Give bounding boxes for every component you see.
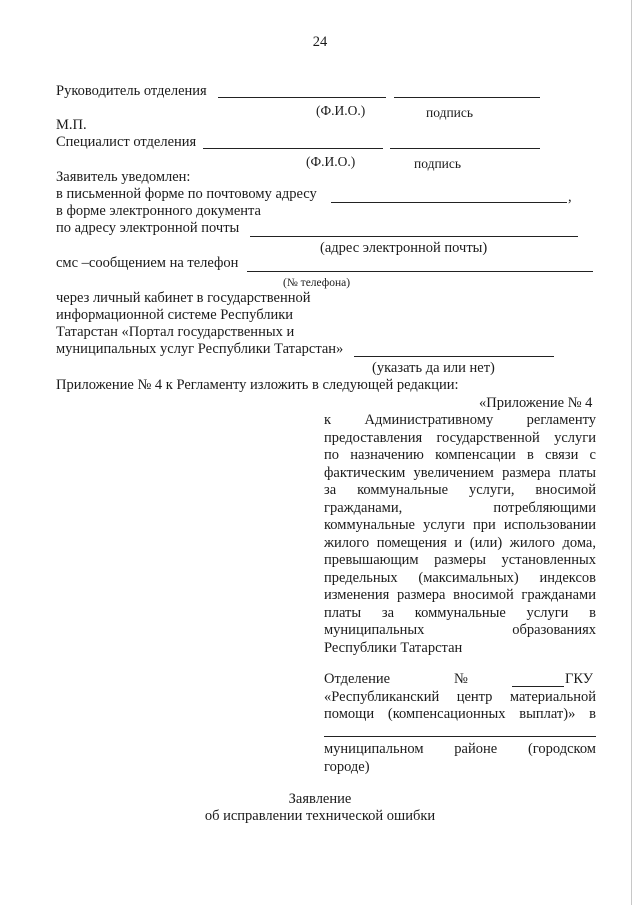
addressee-line-4: муниципальном районе (городском	[324, 741, 596, 757]
appendix-line-10: предельных (максимальных) индексов	[324, 569, 596, 586]
email-address-label: по адресу электронной почты	[56, 220, 240, 236]
notification-heading: Заявитель уведомлен:	[56, 169, 191, 185]
appendix-line-2: предоставления государственной услуги	[324, 429, 596, 446]
phone-number-line	[247, 271, 593, 272]
appendix-line-6: гражданами, потребляющими	[324, 499, 596, 516]
statement-title: Заявление	[288, 791, 352, 807]
head-of-department-label: Руководитель отделения	[56, 83, 207, 99]
addressee-line-2: «Республиканский центр материальной	[324, 688, 596, 705]
cabinet-line-4: муниципальных услуг Республики Татарстан»	[56, 341, 344, 357]
addressee-department-label: Отделение	[324, 671, 391, 687]
appendix-line-7: коммунальные услуги при использовании	[324, 517, 596, 533]
cabinet-line-1: через личный кабинет в государственной	[56, 290, 311, 306]
head-fio-line	[218, 97, 386, 98]
yes-no-caption: (указать да или нет)	[372, 360, 495, 376]
appendix-line-3: по назначению компенсации в связи с	[324, 447, 596, 463]
email-address-caption: (адрес электронной почты)	[320, 240, 488, 256]
specialist-signature-line	[390, 148, 540, 149]
appendix-line-4: фактическим увеличением размера платы	[324, 464, 596, 481]
email-address-line	[250, 236, 578, 237]
specialist-fio-caption: (Ф.И.О.)	[306, 154, 356, 169]
statement-subtitle: об исправлении технической ошибки	[204, 808, 436, 824]
yes-no-line	[354, 356, 554, 357]
postal-address-line	[331, 202, 567, 203]
head-signature-line	[394, 97, 540, 98]
addressee-line-5: городе)	[324, 758, 370, 775]
postal-address-comma: ,	[568, 189, 572, 205]
appendix-line-8: жилого помещения и (или) жилого дома,	[324, 534, 596, 551]
page-number: 24	[312, 34, 328, 50]
specialist-label: Специалист отделения	[56, 134, 197, 150]
specialist-signature-caption: подпись	[414, 156, 462, 171]
district-name-line	[324, 736, 596, 737]
appendix-line-9: превышающим размеры установленных	[324, 552, 596, 568]
department-number-line	[512, 686, 564, 687]
amendment-line: Приложение № 4 к Регламенту изложить в следующей редакции:	[56, 377, 459, 393]
appendix-line-13: муниципальных образованиях	[324, 622, 596, 638]
page-edge-shadow	[631, 0, 632, 905]
stamp-mark: М.П.	[56, 117, 87, 133]
cabinet-line-2: информационной системе Республики	[56, 307, 294, 323]
addressee-number-sign: №	[454, 671, 468, 687]
appendix-line-12: платы за коммунальные услуги в	[324, 604, 596, 621]
electronic-document-label: в форме электронного документа	[56, 203, 261, 219]
addressee-gku: ГКУ	[565, 671, 594, 687]
appendix-last-line: Республики Татарстан	[324, 639, 463, 656]
appendix-title: «Приложение № 4	[479, 395, 593, 411]
appendix-line-5: за коммунальные услуги, вносимой	[324, 482, 596, 498]
phone-number-caption: (№ телефона)	[283, 277, 351, 289]
appendix-line-1: к Административному регламенту	[324, 412, 596, 428]
specialist-fio-line	[203, 148, 383, 149]
sms-label: смс –сообщением на телефон	[56, 255, 239, 271]
addressee-line-3: помощи (компенсационных выплат)» в	[324, 706, 596, 722]
by-post-label: в письменной форме по почтовому адресу	[56, 186, 317, 202]
cabinet-line-3: Татарстан «Портал государственных и	[56, 324, 295, 340]
head-signature-caption: подпись	[426, 105, 474, 120]
appendix-line-11: изменения размера вносимой гражданами	[324, 587, 596, 603]
head-fio-caption: (Ф.И.О.)	[316, 103, 366, 118]
